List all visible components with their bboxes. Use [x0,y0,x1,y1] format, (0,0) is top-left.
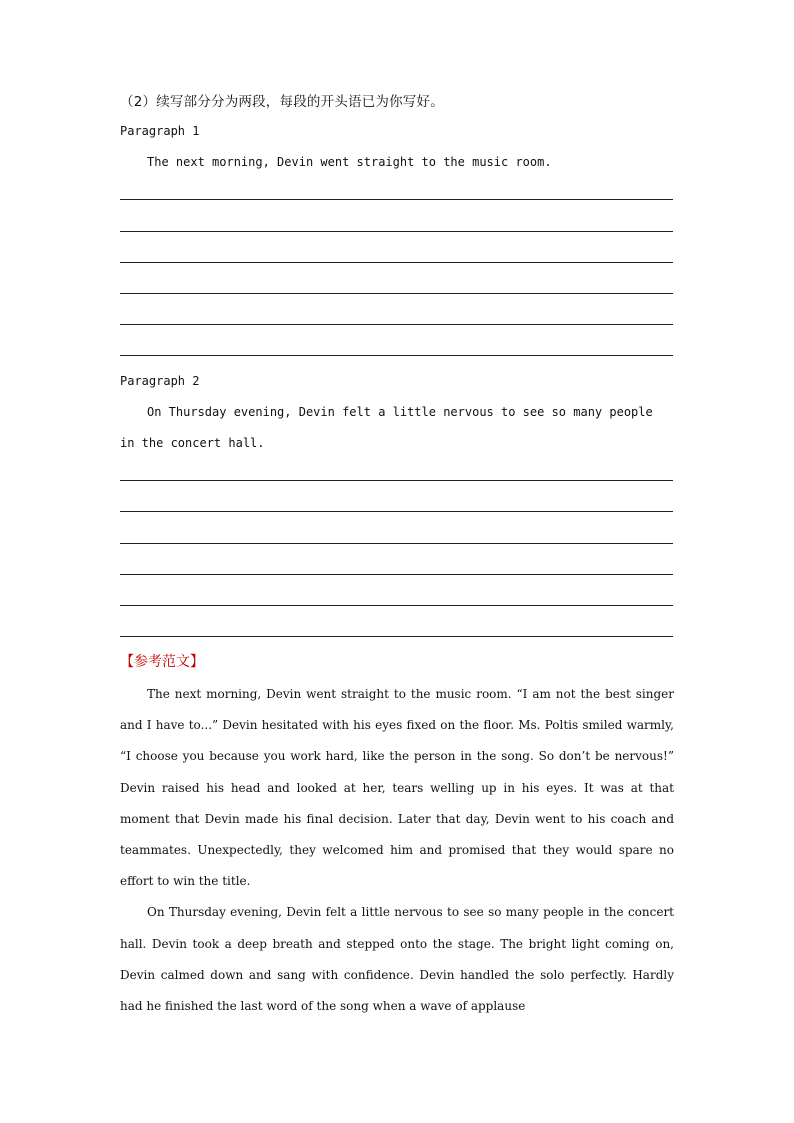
paragraph-2-opener [120,397,673,459]
paragraph-2-opener-text: On Thursday evening, Devin felt a little nervous to see so many people in the concert hall. [120,405,653,450]
writing-line [120,293,673,294]
paragraph-1-opener-text: The next morning, Devin went straight to the music room. [147,155,552,169]
writing-line [120,636,673,637]
writing-line [120,543,673,544]
paragraph-1-opener [120,147,673,178]
reference-paragraph-2: On Thursday evening, Devin felt a little nervous to see so many people in the concert hall. Devin took a deep breath and stepped onto the stage. The bright light coming on, Devin calmed down and sang with confidence. Devin handled the solo perfectly. Hardly had he finished the last word of the song when a wave of applause [120,905,674,1014]
paragraph-1-label: Paragraph 1 [120,124,200,138]
writing-line [120,231,673,232]
paragraph-2-label: Paragraph 2 [120,374,200,388]
writing-line [120,511,673,512]
writing-line [120,480,673,481]
reference-paragraph-1: The next morning, Devin went straight to the music room. “I am not the best singer and I have to...” Devin hesitated with his eyes fixed on the floor. Ms. Poltis smiled warmly, “I choose you because you work hard, like the person in the song. So don’t be nervous!” Devin raised his head and looked at her, tears welling up in his eyes. It was at that moment that Devin made his final decision. Later that day, Devin went to his coach and teammates. Unexpectedly, they welcomed him and promised that they would spare no effort to win the title. [120,687,674,889]
reference-essay-title: 【参考范文】 [120,654,204,670]
writing-line [120,574,673,575]
writing-line [120,355,673,356]
writing-line [120,605,673,606]
writing-line [120,324,673,325]
writing-line [120,199,673,200]
instruction-text: （2）续写部分分为两段，每段的开头语已为你写好。 [120,94,444,110]
writing-line [120,262,673,263]
reference-essay [120,679,674,1022]
